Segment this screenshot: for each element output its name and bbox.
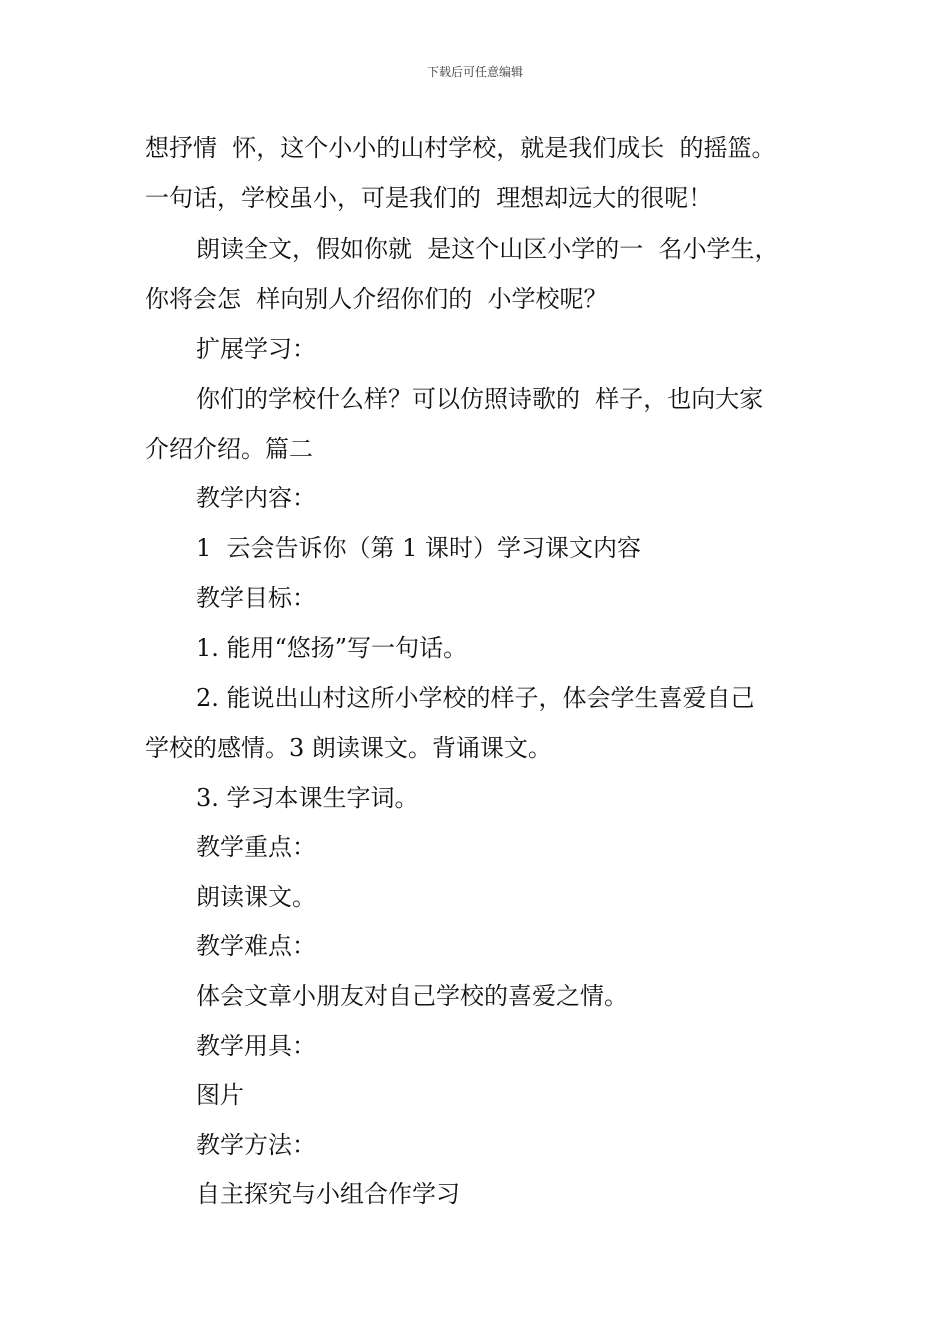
list-item: 3. 学习本课生字词。 (196, 784, 419, 812)
text-line: 1 云会告诉你（第 1 课时）学习课文内容 (196, 534, 642, 562)
text-line: 一句话，学校虽小，可是我们的 理想却远大的很呢！ (145, 184, 713, 212)
section-heading: 教学内容： (196, 484, 316, 512)
text-line: 介绍介绍。篇二 (145, 435, 313, 463)
section-heading: 教学难点： (196, 932, 316, 960)
page-header: 下载后可任意编辑 (426, 65, 523, 79)
list-item: 1. 能用“悠扬”写一句话。 (196, 634, 468, 662)
text-line: 想抒情 怀，这个小小的山村学校，就是我们成长 的摇篮。 (145, 134, 776, 162)
text-line: 扩展学习： (196, 335, 316, 363)
section-heading: 教学用具： (196, 1032, 316, 1060)
list-item: 2. 能说出山村这所小学校的样子，体会学生喜爱自己 (196, 684, 755, 712)
section-heading: 教学重点： (196, 833, 316, 861)
text-line: 朗读课文。 (196, 883, 316, 911)
text-line: 自主探究与小组合作学习 (196, 1180, 460, 1208)
section-heading: 教学目标： (196, 584, 316, 612)
text-line: 体会文章小朋友对自己学校的喜爱之情。 (196, 982, 628, 1010)
text-line: 你们的学校什么样？可以仿照诗歌的 样子，也向大家 (196, 385, 764, 413)
section-heading: 教学方法： (196, 1131, 316, 1159)
text-line: 图片 (196, 1081, 244, 1109)
text-line: 朗读全文，假如你就 是这个山区小学的一 名小学生， (196, 235, 779, 263)
text-line: 你将会怎 样向别人介绍你们的 小学校呢？ (145, 285, 608, 313)
text-line: 学校的感情。3 朗读课文。背诵课文。 (145, 734, 552, 762)
